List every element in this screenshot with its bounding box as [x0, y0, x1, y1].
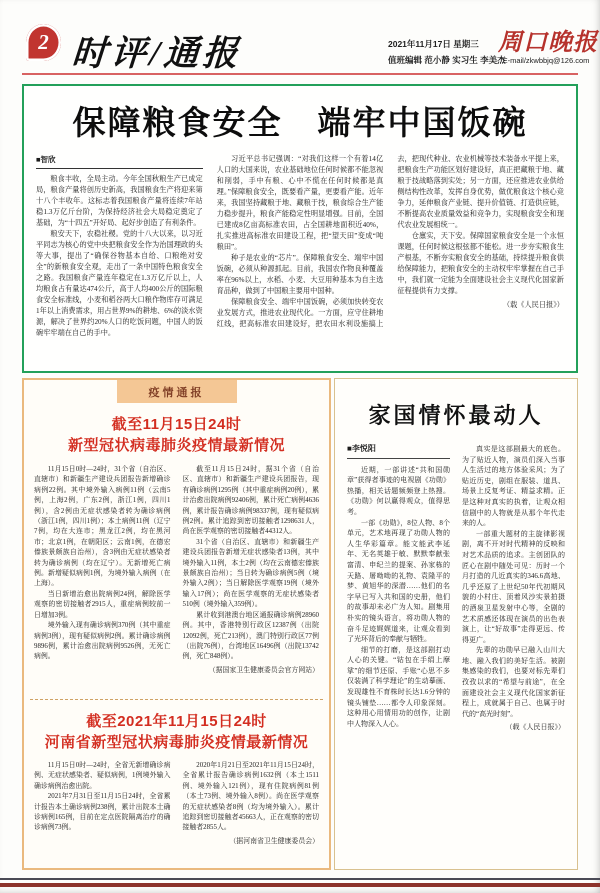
henan-bulletin-text: 11月15日0时—24时，全省无新增确诊病例、无症状感染者、疑似病例，1例境外输入确诊病例治愈出院。 2021年7月31日至11月15日24时，全省累计报告本土确诊病例238例，累计出院本土确诊病例165例，目前在定点医院隔离治疗的确诊病例73例。 2020年1月21日至2021年11月15日24时，全省累计报告确诊病例1632例（本土1511例、境外输入121例），现有住院病例81例（本土73例、境外输入8例）。尚在医学观察的无症状感染者8例（均为境外输入）。累计追踪到密切接触者45663人，正在观察的密切接触者2855人。 （据河南省卫生健康委员会）: [34, 761, 319, 857]
feature-article-box: [334, 378, 578, 870]
publication-info: [388, 36, 506, 68]
national-bulletin-text: 11月15日0时—24时，31个省（自治区、直辖市）和新疆生产建设兵团报告新增确诊病例22例。其中境外输入病例11例（云南5例，上海2例，广东2例，浙江1例，四川1例），含2例由无症状感染者转为确诊病例（浙江1例，四川1例）；本土病例11例（辽宁7例，均在大连市；黑龙江2例，均在黑河市；北京1例，在朝阳区；云南1例，在德宏傣族景颇族自治州），含3例由无症状感染者转为确诊病例（均在辽宁）。无新增死亡病例。新增疑似病例1例，为境外输入病例（在上海）。 当日新增治愈出院病例24例，解除医学观察的密切接触者2915人，重症病例较前一日增加3例。 境外输入现有确诊病例370例（其中重症病例3例），现有疑似病例2例。累计确诊病例9896例，累计治愈出院病例9526例，无死亡病例。 截至11月15日24时，据31个省（自治区、直辖市）和新疆生产建设兵团报告，现有确诊病例1295例（其中重症病例20例），累计治愈出院病例92406例，累计死亡病例4636例，累计报告确诊病例98337例，现有疑似病例2例。累计追踪到密切接触者1298631人，尚在医学观察的密切接触者44312人。 31个省（自治区、直辖市）和新疆生产建设兵团报告新增无症状感染者13例，其中境外输入11例，本土2例（均在云南德宏傣族景颇族自治州）；当日转为确诊病例5例（境外输入2例）；当日解除医学观察19例（境外输入17例）；尚在医学观察的无症状感染者510例（境外输入359例）。 累计收到港澳台地区通报确诊病例28960例。其中，香港特别行政区12387例（出院12092例，死亡213例），澳门特别行政区77例（出院76例），台湾地区16496例（出院13742例，死亡848例）。 （据国家卫生健康委员会官方网站）: [34, 465, 319, 691]
henan-attribution: （据河南省卫生健康委员会）: [229, 837, 319, 845]
publication-date: 2021年11月17日 星期三: [388, 39, 479, 49]
main-headline: 保障粮食安全 端牢中国饭碗: [72, 106, 528, 142]
main-article-box: [22, 84, 578, 373]
main-byline-tag: ■智欣: [36, 154, 203, 169]
feature-attribution: （载《人民日报》）: [505, 723, 565, 732]
national-title-line1: 截至11月15日24时: [111, 416, 242, 433]
national-attribution: （据国家卫生健康委员会官方网站）: [208, 666, 319, 674]
page-number: 2: [38, 30, 49, 54]
feature-author: ■李悦阳: [347, 444, 450, 459]
main-attribution: （载《人民日报》）: [502, 301, 564, 309]
section-divider: [30, 699, 323, 700]
feature-article-text: ■李悦阳 近期，一部讲述“共和国勋章”获得者事迹的电视剧《功勋》热播，相关话题频频登上热搜。《功勋》何以赢得观众，值得思考。 一部《功勋》，8位人物、8个单元，艺术地再现了功勋人物的人生华彩篇章。能文能武李延年、无名英雄于敏、默默奉献张富清、申纪兰的提案、孙家栋的天路、屠呦呦的礼物、袁隆平的梦、黄旭华的深潜……他们的名字早已写入共和国的史册，他们的故事却未必广为人知。剧集用朴实的镜头语言，将功勋人物的奋斗足迹娓娓道来，让观众看到了光环背后的奉献与牺牲。 细节的打磨，是这部剧打动人心的关键。“钴包在手绢上摩挲”的细节还原、手账“心思不多仅装满了科学理论”的生动摹画、发现雄性不育株时长达1.6分钟的镜头铺垫……都令人印象深刻。这种用心用情用功的创作，让剧中人物深入人心。 真实是这部剧最大的底色。为了贴近人物，演员们深入当事人生活过的地方体验采风；为了贴近历史，剧组在服装、道具、场景上反复考证、精益求精。正是这种对真实的执着，让观众相信剧中的人物就是从那个年代走来的人。 一部重大题材的主旋律影视剧，离不开对时代精神的反映和对艺术品质的追求。主创团队的匠心在剧中随处可见：历时一个月打造的几近真实的346.6高地、几乎还原了上世纪50年代初期风貌的小村庄、顶着风沙实景拍摄的酒泉卫星发射中心等，全剧的艺术质感还体现在演员的出色表演上，让“好故事”走得更远、传得更广。 先辈的功勋早已融入山川大地、融入我们的美好生活。被剧集感染的我们，也要对标先辈们孜孜以求的“希望与前途”，在全面建设社会主义现代化国家新征程上，成就属于自己、也属于时代的“高光时刻”。 （载《人民日报》）: [347, 444, 565, 732]
epidemic-bulletin-box: [22, 378, 331, 870]
henan-title-line1: 截至2021年11月15日24时: [86, 713, 267, 730]
page-number-badge: [26, 24, 61, 61]
masthead-email: E-mail/zkwbbjq@126.com: [502, 56, 590, 65]
header-rule: [22, 73, 578, 75]
national-title-line2: 新型冠状病毒肺炎疫情最新情况: [67, 437, 285, 454]
main-article-text: ■智欣 粮食丰收，全局主动。今年全国秋粮生产已成定局，粮食产量将创历史新高，我国粮食生产将迎来第十八个丰收年。这标志着我国粮食产量将连续7年站稳1.3万亿斤台阶，为保持经济社会大局稳定奠定了基础，为“十四五”开好局、起好步创造了有利条件。 粮安天下，农稳社稷。党的十八大以来，以习近平同志为核心的党中央把粮食安全作为治国理政的头等大事，提出了“确保谷物基本自给、口粮绝对安全”的新粮食安全观，走出了一条中国特色粮食安全之路。我国粮食产量连年稳定在1.3万亿斤以上，人均粮食占有量达474公斤，高于人均400公斤的国际粮食安全标准线，小麦和稻谷两大口粮作物库存可满足1年以上消费需求，用占世界9%的耕地、6%的淡水资源，解决了世界约20%人口的吃饭问题，中国人的饭碗牢牢端在自己的手中。 习近平总书记强调：“对我们这样一个有着14亿人口的大国来说，农业基础地位任何时候都不能忽视和削弱，手中有粮、心中不慌在任何时候都是真理。”保障粮食安全，既要看产量，更要看产能。近年来，我国坚持藏粮于地、藏粮于技，粮食综合生产能力稳步提升，粮食产能稳定性明显增强。目前，全国已建成8亿亩高标准农田，占全国耕地面积近40%，扎实推进高标准农田建设工程，把“望天田”变成“吨粮田”。 种子是农业的“芯片”。保障粮食安全、端牢中国饭碗，必须从种源抓起。目前，我国农作物良种覆盖率在96%以上，水稻、小麦、大豆用种基本为自主选育品种，做到了中国粮主要用中国种。 保障粮食安全、端牢中国饭碗，必须加快转变农业发展方式，推进农业现代化。一方面，应守住耕地红线，把高标准农田建设好，把农田水利设施搞上去，把现代种业、农业机械等技术装备水平提上来，把粮食生产功能区划好建设好，真正把藏粮于地、藏粮于技战略落到实处；另一方面，还应推进农业供给侧结构性改革，发挥自身优势，做优粮食这个核心竞争力，延伸粮食产业链、提升价值链、打造供应链，不断提高农业质量效益和竞争力，实现粮食安全和现代农业发展相统一。 仓廪实，天下安。保障国家粮食安全是一个永恒课题，任何时候这根弦都不能松。进一步夯实粮食生产根基，不断夯实粮食安全的基础，持续提升粮食供给保障能力，把粮食安全的主动权牢牢掌握在自己手中，我们就一定能为全面建设社会主义现代化国家新征程提供有力支撑。 （载《人民日报》）: [36, 155, 564, 337]
henan-title-line2: 河南省新型冠状病毒肺炎疫情最新情况: [44, 734, 309, 751]
bottom-rule-dark: [0, 878, 600, 880]
section-title: 时评/通报: [70, 34, 243, 73]
national-bulletin-title: [34, 414, 319, 456]
bottom-rule-maroon: [0, 883, 600, 887]
epidemic-tab-label: 疫情通报: [117, 380, 237, 403]
feature-title: 家国情怀最动人: [368, 403, 544, 428]
duty-editors: 值班编辑 范小静 实习生 李美杰: [388, 55, 506, 65]
masthead-logo: 周口晚报: [498, 30, 598, 56]
henan-bulletin-title: [34, 711, 319, 753]
